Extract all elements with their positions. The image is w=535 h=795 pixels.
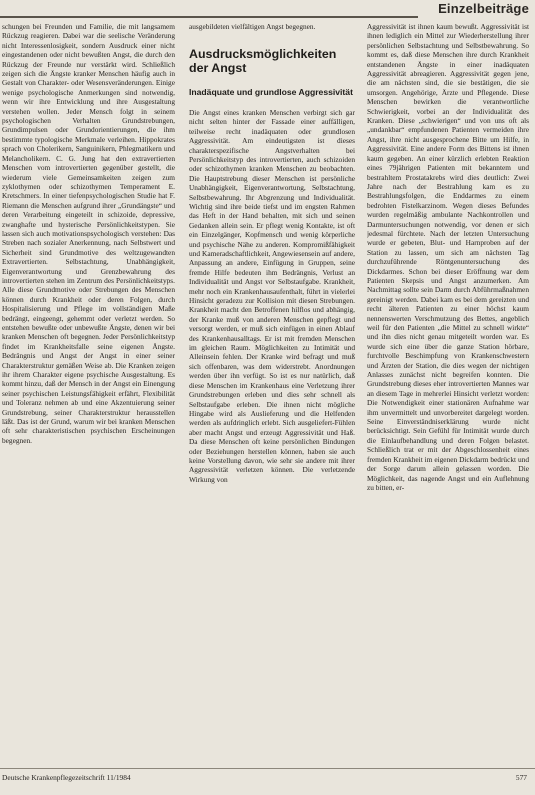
column-middle xyxy=(189,22,355,760)
column-middle-text: Die Angst eines kranken Menschen verbirgt sich gar nicht selten hinter der Fassade einer auffälligen, teilweise recht inadäquaten oder grundlosen Aggressivität. Am eindeutigsten ist dieses charakterspezifische Angstverhalten bei Persönlichkeitstyp des introvertierten, auch schizoiden oder schizothymen kranken Menschen zu beobachten. Die Hauptstrebung dieser Menschen ist persönliche Unabhängigkeit, Eigenverantwortung, Selbstachtung, Selbstbewahrung. Ihr Abgrenzung und Individualität. Wichtig sind ihre beide tiefst und im engsten Rahmen das Heft in der Hand behalten, mit sich und seinen Gedanken allein sein. Er pflegt wenig Kontakte, ist oft ein Einzelgänger, Kopfmensch und wenig körperliche und psychische Nähe zu anderen. Kompromißfähigkeit und Kameradschaftlichkeit, Angewiesensein auf andere, Anpassung an andere, Einfügung in Gruppen, seine fremde Hilfe bedeuten ihm Bedrängnis, Verlust an Individualität und Angst vor Selbstaufgabe. Krankheit, mehr noch ein Krankenhausaufenthalt, führt in vielerlei Hinsicht geradezu zur Kollision mit diesen Strebungen. Krankheit macht den Betroffenen hilflos und abhängig, der Kranke muß von anderen Menschen gepflegt und versorgt werden, er muß sich einfügen in einen Ablauf des Krankenhausalltags. Er ist mit fremden Menschen im gleichen Raum. Möglichkeiten zu Intimität und Alleinsein fehlen. Der Kranke wird befragt und muß sich offenbaren, was dem widerstrebt. Anordnungen werden über ihn verfügt. So ist es nur natürlich, daß diese Menschen im Krankenhaus eine Verletzung ihrer Grundstrebungen erleben und dies sehr schnell als Selbstaufgabe erleben. Die ihnen nicht mögliche Hingabe wird als Auslieferung und die Helfenden werden als aufdringlich erlebt. Sich ausgeliefert-Fühlen aber macht Angst und erzeugt Aggressivität und Haß. Da diese Menschen oft keine persönlichen Bindungen oder Beziehungen herstellen können, haben sie auch keine Vorstellung davon, wie sehr sie andere mit ihrer Aggressivität verletzen können. Die verletzende Wirkung von xyxy=(189,107,355,484)
article-body xyxy=(0,22,535,762)
header-rule xyxy=(0,16,418,18)
page-number: 577 xyxy=(515,773,527,782)
page-footer xyxy=(0,768,535,792)
column-right xyxy=(367,22,529,760)
column-middle-lead: ausgebildeten vielfältigen Angst begegnen. xyxy=(189,22,316,31)
sub-heading: Inadäquate und grundlose Aggressivität xyxy=(189,87,353,98)
column-right-text: Aggressivität ist ihnen kaum bewußt. Aggressivität ist ihnen lediglich ein Mittel zur Wiederherstellung ihrer persönlichen Selbstachtung und Selbstbewahrung. So kommt es, daß diese Menschen ihre durch Krankheit entstandenen Ängste in einer inadäquaten Aggressivität abreagieren. Aggressivität gegen jene, die am nächsten sind, die sie bestätigen, die sie umsorgen. Angehörige, Ärzte und Pflegende. Diese Menschen bewirken die verantwortliche Schwierigkeit, vorbei an der Individualität des Kranken. Diese „schwierigen“ und von uns oft als „undankbar“ empfundenen Patienten vermeiden ihre Angst, ihre nicht ausgesprochene Bitte um Hilfe, in Aggressivität. Eine andere Form des Bittens ist ihnen kaum gegeben. An einer kürzlich erlebten Reaktion eines 79jährigen Patienten mit bekanntem und bestrahltem Prostatakrebs wird dies deutlich: Zwei Jahre nach der Bestrahlung kam es zu Bestrahlungsfolgen, die Enddarmes zu einem bedrohten Fistelkarzinom. Wegen dieses Befundes wurden regelmäßig ambulante Nachkontrollen und Darmuntersuchungen notwendig, vor denen er sich jedesmal fürchtete. Nach der letzten Untersuchung wurde er gebeten, Blut- und Harnproben auf der Station zu lassen, um sich am nächsten Tag durchzuführende Röntgenuntersuchung des Dickdarmes. Schon bei dieser Eröffnung war dem Patienten Skepsis und Angst anzumerken. Am Nachmittag sollte sein Darm durch Abführmaßnahmen gereinigt werden. Dabei kam es bei dem gereizten und recht älteren Patienten zu einer höchst kaum nennenswerten Verschmutzung des Bettes, angeblich weil für den Patienten „die Mittel zu schnell wirkte“ und ihn dies nicht genau mitgeteilt worden war. Es wurde sich eine über die ganze Station hörbare, furchtvolle Beschimpfung von Krankenschwestern und Ärzten der Station, die dies wegen der nichtigen Anlasses zunächst nicht begreifen konnten. Die Grundstrebung dieses eher introvertierten Mannes war an diesem Tage in mehrerlei Hinsicht verletzt worden: Die Notwendigkeit einer stationären Aufnahme war ihm unvermittelt und unvorbereitet dargelegt worden. Seine Einverständniserklärung wurde nicht berücksichtigt. Sein Gefühl für Intimität wurde durch die Einlaufbehandlung und deren Folgen belastet. Schließlich trat er mit der Abgeschlossenheit eines fremden Krankheit im eigenen Dickdarm bedrückt und der Sorge darum allein gelassen worden. Die Möglichkeit, das nagende Angst und ein Auflehnung zu bitten, er- xyxy=(367,22,529,492)
running-header xyxy=(0,0,535,22)
section-heading: Ausdrucksmöglichkeiten der Angst xyxy=(189,47,337,76)
column-left-text: schungen bei Freunden und Familie, die mit langsamem Rückzug reagieren. Dabei war die seelische Veränderung nicht Interessenlosigkeit, sondern Ausdruck einer nicht eingestandenen oder nicht bewußten Angst, die durch den Rückzug der Freunde nur verstärkt wird. Schließlich zeigen sich die Ängste kranker Menschen häufig auch in Gestalt von Charakter- oder Wesensveränderungen. Einige wenige psychologische Anmerkungen sind notwendig, wenn wir ihre Entwicklung und ihre Ausgestaltung verstehen wollen. Jeder Mensch folgt in seinem psychologischen Verhalten Grundstrebungen, Grundimpulsen oder Grundorientierungen, die ihm bestimmte typologische Merkmale verleihen. Hippokrates sprach von Cholerikern, Sanguinikern, Phlegmatikern und Melancholikern. C. G. Jung hat den extravertierten Menschen vom introvertierten gegenüber gestellt, die wiederum viele Gemeinsamkeiten zeigen zum zyklothymen oder schizothymen Temperament E. Kretschmers. In einer tiefenpsychologischen Studie hat F. Riemann die Menschen aufgrund ihrer „Grundängste“ und deren Verarbeitung eingeteilt in schizoide, depressive, zwanghafte und hysterische Persönlichkeitstypen. Sie lassen sich auch motivationspsychologisch verstehen: Das Streben nach sozialer Anerkennung, nach Selbstwert und Sicherheit sind Grundmotive des weltzugewandten Extravertierten. Selbstachtung, Unabhängigkeit, Eigenverantwortung und Grenzbewahrung des introvertierten stehen im Zentrum des Persönlichkeitstyps. Alle diese Grundmotive oder Strebungen des Menschen können durch Krankheit oder deren Folgen, durch Hospitalisierung und Pflege im vollständigen Maße bedrängt, eingeengt, gehemmt oder verletzt werden. So entstehen bewußte oder unbewußte Ängste, denen wir bei kranken Menschen oft begegnen. Jeder Persönlichkeitstyp findet im Krankheitsfalle seine eigenen Ängste. Bedrängnis und Angst der Angst in einer seiner Charakterstruktur gemäßen Weise ab. Die Kranken zeigen ihr ihrem Charakter eigene psychische Ausgestaltung. Es kommt hinzu, daß der Mensch in der Angst ein Einengung seiner psychischen Leistungsfähigkeit erfährt, Flexibilität und Toleranz nehmen ab und eine Akzentuierung seiner Grundstrebung, seiner Charakterstruktur herausstellen läßt. Das ist der Grund, warum wir bei kranken Menschen oft sehr charakteristischen psychischen Erscheinungen begegnen. xyxy=(2,22,175,445)
section-title: Einzelbeiträge xyxy=(438,1,529,16)
journal-source: Deutsche Krankenpflegezeitschrift 11/1984 xyxy=(2,773,131,782)
column-left xyxy=(2,22,175,760)
footer-rule xyxy=(0,768,535,769)
